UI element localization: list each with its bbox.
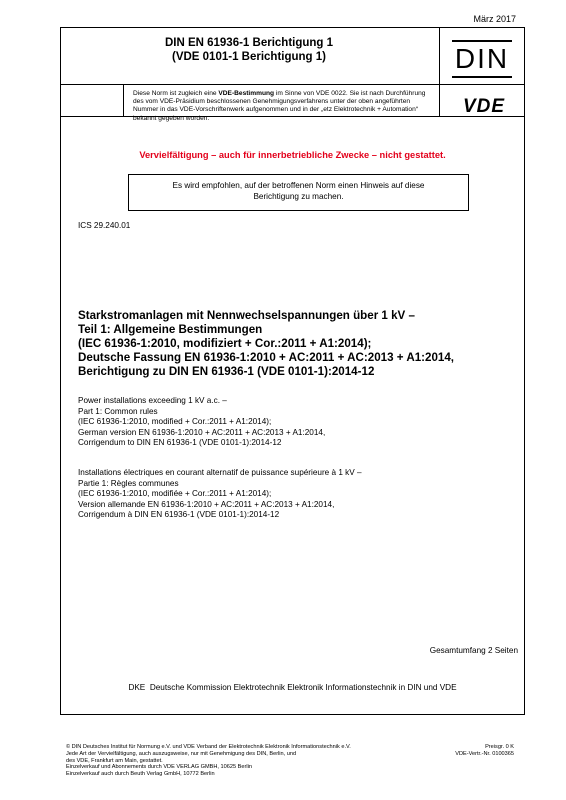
footer-price-info: Preisgr. 0 K VDE-Vertr.-Nr. 0100365 (455, 744, 514, 758)
title-french: Installations électriques en courant alternatif de puissance supérieure à 1 kV – Partie 1: Règles communes (IEC 61936-1:2010, modifiée + Cor.:2011 + A1:2014); Version allemande EN 61936-1:2010 + AC:2011 + AC:2013 + A1:2014, Corrigendum à DIN EN 61936-1 (VDE 0101-1):2014-12 (78, 468, 362, 520)
dke-full: Deutsche Kommission Elektrotechnik Elektronik Informationstechnik in DIN und VDE (149, 683, 457, 692)
vde-notice-prefix: Diese Norm ist zugleich eine (133, 90, 219, 97)
vde-left-divider (123, 84, 124, 116)
header-divider (61, 84, 524, 85)
total-pages: Gesamtumfang 2 Seiten (429, 646, 518, 655)
vde-notice-suffix: im Sinne von VDE 0022. Sie ist nach Durchführung des vom VDE-Präsidium beschlossenen Genehmigungsverfahrens unter der oben angeführten Nummer in das VDE-Vorschriftenwerk aufgenommen und in der „etz Elektrotechnik + Automation“ bekannt gegeben worden. (133, 90, 426, 122)
ics-code: ICS 29.240.01 (78, 221, 131, 230)
heading-german: Starkstromanlagen mit Nennwechselspannungen über 1 kV – Teil 1: Allgemeine Bestimmungen (IEC 61936-1:2010, modifiziert + Cor.:2011 + A1:2014); Deutsche Fassung EN 61936-1:2010 + AC:2011 + AC:2013 + A1:2014, Berichtigung zu DIN EN 61936-1 (VDE 0101-1):2014-12 (78, 309, 455, 378)
din-logo-text: DIN (454, 43, 510, 74)
logo-column-divider (439, 28, 440, 116)
vde-notice (133, 90, 433, 123)
dke-line (60, 683, 525, 692)
vde-logo: VDE (462, 96, 506, 117)
title-line-2: (VDE 0101-1 Berichtigung 1) (171, 51, 326, 63)
correction-hint-box: Es wird empfohlen, auf der betroffenen Norm einen Hinweis auf diese Berichtigung zu machen. (128, 174, 469, 211)
title-line-1: DIN EN 61936-1 Berichtigung 1 (164, 37, 334, 49)
title-english: Power installations exceeding 1 kV a.c. – Part 1: Common rules (IEC 61936-1:2010, modified + Cor.:2011 + A1:2014); German version EN 61936-1:2010 + AC:2011 + AC:2013 + A1:2014, Corrigendum to DIN EN 61936-1 (VDE 0101-1):2014-12 (78, 396, 326, 448)
publication-date: März 2017 (473, 14, 516, 24)
din-logo (452, 40, 512, 78)
footer-copyright: © DIN Deutsches Institut für Normung e.V. und VDE Verband der Elektrotechnik Elektronik Informationstechnik e.V. Jede Art der Vervielfältigung, auch auszugsweise, nur mit Genehmigung des DIN, Berlin, und des VDE, Frankfurt am Main, gestattet. Einzelverkauf und Abonnements durch VDE VERLAG GMBH, 10625 Berlin Einzelverkauf auch durch Beuth Verlag GmbH, 10772 Berlin (66, 744, 351, 778)
dke-abbr: DKE (128, 683, 146, 692)
document-title (60, 36, 438, 64)
reproduction-warning: Vervielfältigung – auch für innerbetriebliche Zwecke – nicht gestattet. (139, 150, 446, 160)
vde-notice-bold: VDE-Bestimmung (218, 90, 275, 97)
